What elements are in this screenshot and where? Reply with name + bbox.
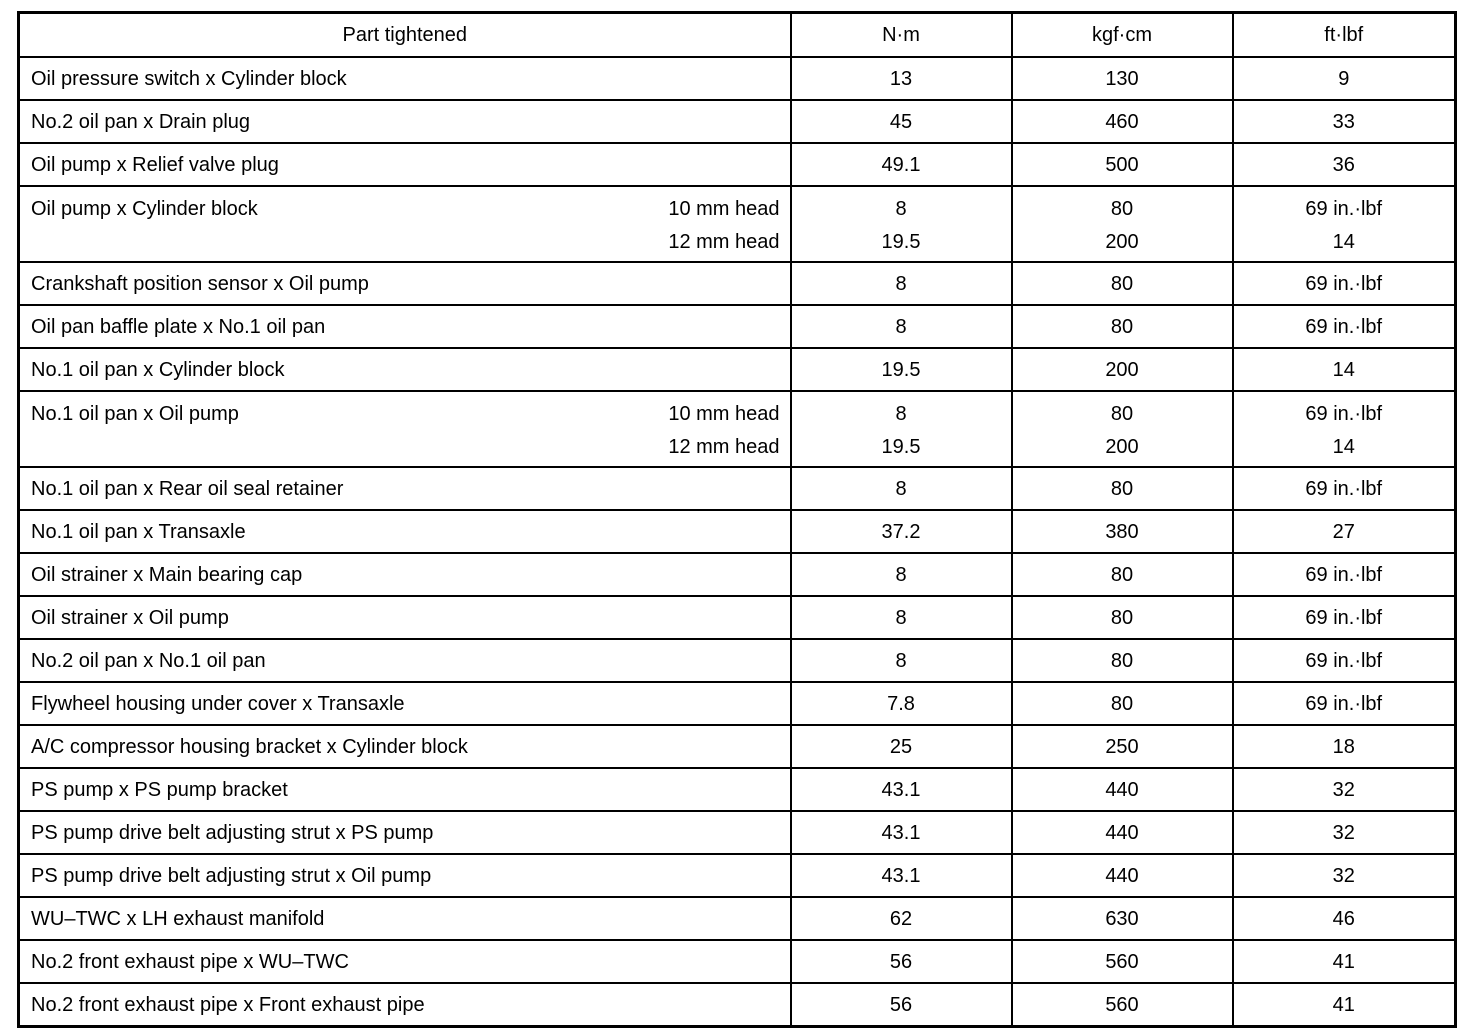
ft-lbf-cell: 9 [1233,57,1456,100]
table-row [19,854,1456,897]
part-cell [19,305,791,348]
part-cell [19,596,791,639]
part-name: Oil pan baffle plate x No.1 oil pan [31,315,326,338]
kgf-cm-cell-value: 200 [1105,436,1139,458]
part-name: No.1 oil pan x Rear oil seal retainer [31,477,344,500]
part-name: No.2 oil pan x No.1 oil pan [31,649,266,672]
kgf-cm-cell: 250 [1012,725,1233,768]
part-name: PS pump drive belt adjusting strut x PS pump [31,821,434,844]
header-part-tightened: Part tightened [19,13,791,58]
kgf-cm-cell: 440 [1012,768,1233,811]
part-cell [19,639,791,682]
table-row [19,143,1456,186]
nm-cell: 8 [791,596,1012,639]
table-row [19,348,1456,391]
nm-cell: 37.2 [791,510,1012,553]
kgf-cm-cell-value: 80 [1110,198,1134,220]
kgf-cm-cell: 500 [1012,143,1233,186]
part-cell [19,143,791,186]
table-row [19,897,1456,940]
ft-lbf-cell: 32 [1233,768,1456,811]
ft-lbf-cell-value: 14 [1332,231,1355,253]
kgf-cm-cell: 80 [1012,639,1233,682]
ft-lbf-cell-value: 14 [1332,436,1355,458]
part-name: Oil strainer x Main bearing cap [31,563,303,586]
ft-lbf-cell: 14 [1233,348,1456,391]
part-name: A/C compressor housing bracket x Cylinder block [31,735,468,758]
ft-lbf-cell: 32 [1233,811,1456,854]
nm-cell-value: 8 [895,403,907,425]
kgf-cm-cell-value: 80 [1110,403,1134,425]
table-row [19,57,1456,100]
nm-cell: 62 [791,897,1012,940]
part-name: PS pump drive belt adjusting strut x Oil pump [31,864,432,887]
nm-cell: 49.1 [791,143,1012,186]
nm-cell: 8 [791,467,1012,510]
ft-lbf-cell: 27 [1233,510,1456,553]
ft-lbf-cell [1233,186,1456,262]
nm-cell: 8 [791,639,1012,682]
nm-cell: 8 [791,305,1012,348]
ft-lbf-cell-value: 69 in.·lbf [1305,403,1383,425]
part-name: No.2 front exhaust pipe x WU–TWC [31,950,349,973]
head-size-label: 10 mm head [668,198,780,220]
ft-lbf-cell: 69 in.·lbf [1233,553,1456,596]
part-cell [19,391,791,467]
head-size-label: 10 mm head [668,403,780,425]
part-name: No.1 oil pan x Transaxle [31,520,246,543]
nm-cell: 8 [791,262,1012,305]
kgf-cm-cell: 80 [1012,305,1233,348]
ft-lbf-cell-value: 69 in.·lbf [1305,198,1383,220]
table-row [19,811,1456,854]
table-row [19,725,1456,768]
kgf-cm-cell: 80 [1012,262,1233,305]
part-cell [19,725,791,768]
kgf-cm-cell: 560 [1012,983,1233,1027]
part-name: Flywheel housing under cover x Transaxle [31,692,405,715]
nm-cell: 45 [791,100,1012,143]
part-name: No.2 oil pan x Drain plug [31,110,251,133]
nm-cell [791,186,1012,262]
part-name: No.2 front exhaust pipe x Front exhaust pipe [31,993,425,1016]
kgf-cm-cell: 380 [1012,510,1233,553]
part-cell [19,100,791,143]
part-cell [19,940,791,983]
part-name: No.1 oil pan x Cylinder block [31,358,285,381]
ft-lbf-cell: 32 [1233,854,1456,897]
part-name: WU–TWC x LH exhaust manifold [31,907,325,930]
header-row [19,13,1456,58]
part-name: No.1 oil pan x Oil pump [31,403,239,425]
ft-lbf-cell: 46 [1233,897,1456,940]
table-row [19,553,1456,596]
kgf-cm-cell: 440 [1012,811,1233,854]
nm-cell: 56 [791,940,1012,983]
part-cell [19,811,791,854]
ft-lbf-cell: 18 [1233,725,1456,768]
part-cell [19,553,791,596]
kgf-cm-cell: 130 [1012,57,1233,100]
header-nm: N·m [791,13,1012,58]
nm-cell: 43.1 [791,811,1012,854]
ft-lbf-cell: 69 in.·lbf [1233,682,1456,725]
ft-lbf-cell: 33 [1233,100,1456,143]
ft-lbf-cell: 69 in.·lbf [1233,639,1456,682]
table-row [19,639,1456,682]
kgf-cm-cell: 80 [1012,596,1233,639]
part-cell [19,348,791,391]
table-row [19,262,1456,305]
kgf-cm-cell: 440 [1012,854,1233,897]
torque-spec-table [17,11,1457,1028]
table-row [19,186,1456,262]
part-cell [19,983,791,1027]
head-size-label: 12 mm head [668,436,780,458]
ft-lbf-cell: 69 in.·lbf [1233,305,1456,348]
part-cell [19,510,791,553]
nm-cell: 43.1 [791,768,1012,811]
part-name: Oil pump x Cylinder block [31,198,258,220]
ft-lbf-cell: 36 [1233,143,1456,186]
kgf-cm-cell: 80 [1012,467,1233,510]
table-row [19,305,1456,348]
nm-cell: 19.5 [791,348,1012,391]
table-row [19,467,1456,510]
header-ft-lbf: ft·lbf [1233,13,1456,58]
head-size-label: 12 mm head [668,231,780,253]
kgf-cm-cell: 80 [1012,553,1233,596]
nm-cell: 56 [791,983,1012,1027]
part-cell [19,186,791,262]
kgf-cm-cell: 460 [1012,100,1233,143]
kgf-cm-cell: 630 [1012,897,1233,940]
kgf-cm-cell-value: 200 [1105,231,1139,253]
kgf-cm-cell: 560 [1012,940,1233,983]
part-cell [19,682,791,725]
table-body [19,57,1456,1027]
table-row [19,510,1456,553]
table-row [19,391,1456,467]
nm-cell-value: 8 [895,198,907,220]
kgf-cm-cell [1012,186,1233,262]
part-cell [19,897,791,940]
ft-lbf-cell: 41 [1233,940,1456,983]
ft-lbf-cell: 41 [1233,983,1456,1027]
nm-cell-value: 19.5 [881,231,921,253]
kgf-cm-cell [1012,391,1233,467]
ft-lbf-cell [1233,391,1456,467]
nm-cell: 8 [791,553,1012,596]
table-row [19,768,1456,811]
part-name: Crankshaft position sensor x Oil pump [31,272,369,295]
part-cell [19,768,791,811]
ft-lbf-cell: 69 in.·lbf [1233,596,1456,639]
nm-cell: 13 [791,57,1012,100]
kgf-cm-cell: 200 [1012,348,1233,391]
nm-cell [791,391,1012,467]
part-cell [19,262,791,305]
ft-lbf-cell: 69 in.·lbf [1233,467,1456,510]
part-name: PS pump x PS pump bracket [31,778,288,801]
ft-lbf-cell: 69 in.·lbf [1233,262,1456,305]
part-name: Oil pump x Relief valve plug [31,153,279,176]
part-cell [19,467,791,510]
part-cell [19,57,791,100]
header-kgf-cm: kgf·cm [1012,13,1233,58]
kgf-cm-cell: 80 [1012,682,1233,725]
table-row [19,940,1456,983]
part-name: Oil strainer x Oil pump [31,606,229,629]
part-cell [19,854,791,897]
nm-cell: 25 [791,725,1012,768]
table-row [19,983,1456,1027]
table-row [19,682,1456,725]
nm-cell: 7.8 [791,682,1012,725]
part-name: Oil pressure switch x Cylinder block [31,67,347,90]
nm-cell-value: 19.5 [881,436,921,458]
table-row [19,596,1456,639]
nm-cell: 43.1 [791,854,1012,897]
table-row [19,100,1456,143]
